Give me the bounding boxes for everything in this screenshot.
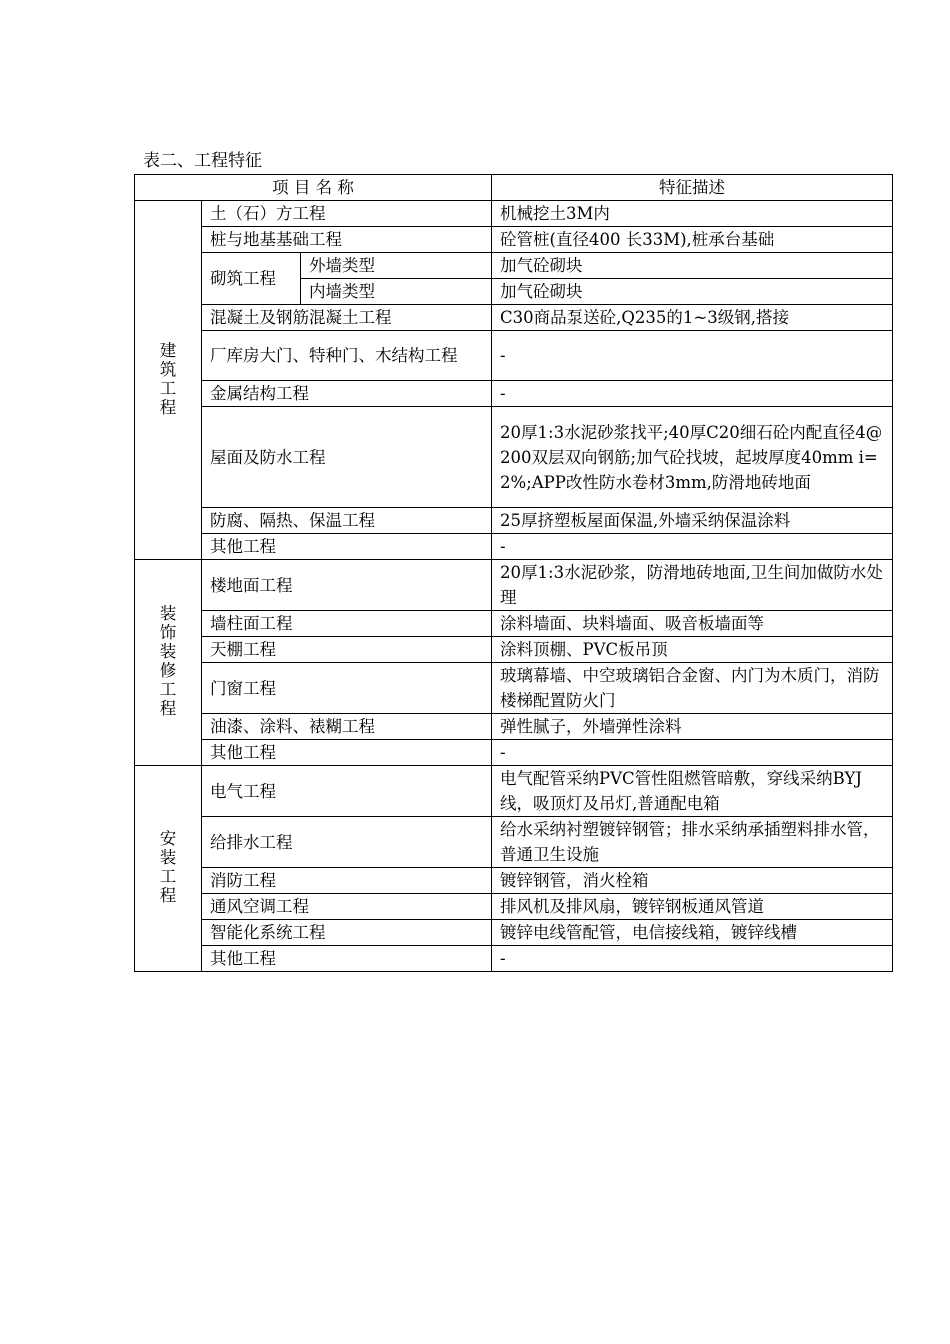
item-name: 厂库房大门、特种门、木结构工程 <box>202 331 492 381</box>
table-row <box>135 305 893 331</box>
item-name: 楼地面工程 <box>202 560 492 611</box>
item-name: 防腐、隔热、保温工程 <box>202 508 492 534</box>
item-description: 玻璃幕墙、中空玻璃铝合金窗、内门为木质门，消防楼梯配置防火门 <box>492 663 893 714</box>
table-row <box>135 894 893 920</box>
table-row <box>135 740 893 766</box>
item-description: 机械挖土3M内 <box>492 201 893 227</box>
sub-item-name: 外墙类型 <box>301 253 492 279</box>
item-description: 25厚挤塑板屋面保温,外墙采纳保温涂料 <box>492 508 893 534</box>
item-description: 弹性腻子，外墙弹性涂料 <box>492 714 893 740</box>
table-row <box>135 201 893 227</box>
category-cell <box>135 201 202 560</box>
item-name: 混凝土及钢筋混凝土工程 <box>202 305 492 331</box>
item-description: 加气砼砌块 <box>492 253 893 279</box>
table-row <box>135 637 893 663</box>
table-row <box>135 227 893 253</box>
item-name: 金属结构工程 <box>202 381 492 407</box>
table-row <box>135 611 893 637</box>
table-row <box>135 868 893 894</box>
table-row <box>135 534 893 560</box>
item-name: 桩与地基基础工程 <box>202 227 492 253</box>
category-cell <box>135 766 202 972</box>
category-label: 建筑工程 <box>159 340 177 417</box>
item-name: 其他工程 <box>202 946 492 972</box>
item-name: 门窗工程 <box>202 663 492 714</box>
item-name: 通风空调工程 <box>202 894 492 920</box>
item-description: 20厚1:3水泥砂浆，防滑地砖地面,卫生间加做防水处理 <box>492 560 893 611</box>
item-description: 20厚1:3水泥砂浆找平;40厚C20细石砼内配直径4@200双层双向钢筋;加气砼找坡，起坡厚度40mm i=2%;APP改性防水卷材3mm,防滑地砖地面 <box>492 407 893 508</box>
engineering-features-table <box>134 174 893 972</box>
table-row <box>135 381 893 407</box>
item-name: 其他工程 <box>202 534 492 560</box>
item-description: 加气砼砌块 <box>492 279 893 305</box>
item-description: - <box>492 381 893 407</box>
item-description: - <box>492 740 893 766</box>
item-description: C30商品泵送砼,Q235的1~3级钢,搭接 <box>492 305 893 331</box>
item-name: 土（石）方工程 <box>202 201 492 227</box>
table-row <box>135 407 893 508</box>
table-row <box>135 946 893 972</box>
sub-item-name: 内墙类型 <box>301 279 492 305</box>
item-name: 砌筑工程 <box>202 253 301 305</box>
item-description: 涂料顶棚、PVC板吊顶 <box>492 637 893 663</box>
table-row <box>135 253 893 279</box>
item-description: 镀锌电线管配管，电信接线箱，镀锌线槽 <box>492 920 893 946</box>
header-item-name: 项 目 名 称 <box>135 175 492 201</box>
item-name: 给排水工程 <box>202 817 492 868</box>
category-cell <box>135 560 202 766</box>
item-name: 油漆、涂料、裱糊工程 <box>202 714 492 740</box>
header-description: 特征描述 <box>492 175 893 201</box>
item-name: 屋面及防水工程 <box>202 407 492 508</box>
item-description: - <box>492 534 893 560</box>
table-row <box>135 331 893 381</box>
table-row <box>135 663 893 714</box>
table-caption: 表二、工程特征 <box>143 151 262 171</box>
category-label: 装饰装修工程 <box>159 604 177 718</box>
table-row <box>135 714 893 740</box>
item-description: 涂料墙面、块料墙面、吸音板墙面等 <box>492 611 893 637</box>
item-description: 镀锌钢管，消火栓箱 <box>492 868 893 894</box>
item-name: 电气工程 <box>202 766 492 817</box>
item-description: - <box>492 331 893 381</box>
item-description: 砼管桩(直径400 长33M),桩承台基础 <box>492 227 893 253</box>
table-row <box>135 766 893 817</box>
item-description: 给水采纳衬塑镀锌钢管；排水采纳承插塑料排水管，普通卫生设施 <box>492 817 893 868</box>
category-label: 安装工程 <box>159 829 177 905</box>
item-name: 智能化系统工程 <box>202 920 492 946</box>
table-row <box>135 920 893 946</box>
table-row <box>135 560 893 611</box>
item-name: 墙柱面工程 <box>202 611 492 637</box>
table-row <box>135 508 893 534</box>
item-description: 电气配管采纳PVC管性阻燃管暗敷，穿线采纳BYJ线，吸顶灯及吊灯,普通配电箱 <box>492 766 893 817</box>
table-row <box>135 817 893 868</box>
item-description: - <box>492 946 893 972</box>
item-name: 消防工程 <box>202 868 492 894</box>
item-name: 其他工程 <box>202 740 492 766</box>
item-description: 排风机及排风扇，镀锌钢板通风管道 <box>492 894 893 920</box>
item-name: 天棚工程 <box>202 637 492 663</box>
